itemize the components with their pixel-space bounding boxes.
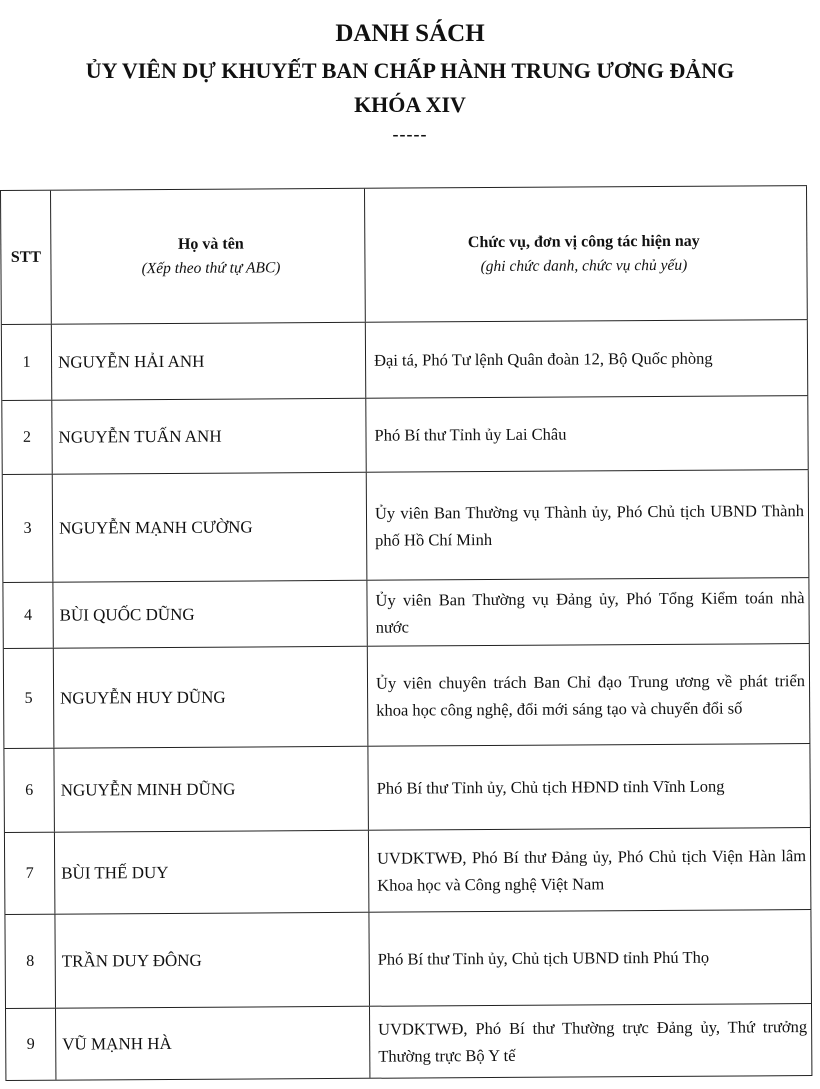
row-stt: 2 — [2, 401, 52, 474]
row-name: NGUYỄN TUẤN ANH — [52, 399, 366, 474]
row-position: Ủy viên Ban Thường vụ Đảng ủy, Phó Tổng Kiểm toán nhà nước — [367, 578, 809, 646]
column-header-name-label: Họ và tên — [177, 235, 244, 253]
table-row — [2, 396, 808, 475]
row-name: BÙI THẾ DUY — [55, 831, 369, 914]
row-name: VŨ MẠNH HÀ — [56, 1007, 370, 1080]
row-stt: 9 — [6, 1009, 56, 1080]
title-divider: ----- — [392, 124, 428, 144]
row-name: NGUYỄN HUY DŨNG — [54, 647, 369, 748]
column-header-name-note: (Xếp theo thứ tự ABC) — [141, 258, 281, 277]
table-row — [4, 644, 811, 749]
table-row — [3, 470, 810, 583]
column-header-position — [365, 186, 808, 322]
row-stt: 1 — [2, 325, 52, 400]
row-position: Ủy viên chuyên trách Ban Chỉ đạo Trung ương về phát triển khoa học công nghệ, đổi mới sáng tạo và chuyển đổi số — [368, 644, 811, 746]
row-stt: 3 — [3, 475, 54, 582]
row-position: Ủy viên Ban Thường vụ Thành ủy, Phó Chủ tịch UBND Thành phố Hồ Chí Minh — [367, 470, 810, 580]
row-name: NGUYỄN HẢI ANH — [52, 323, 366, 400]
column-header-position-label: Chức vụ, đơn vị công tác hiện nay — [467, 232, 700, 251]
row-stt: 7 — [5, 833, 55, 914]
document-subtitle: ỦY VIÊN DỰ KHUYẾT BAN CHẤP HÀNH TRUNG ƯƠNG ĐẢNG — [85, 58, 735, 83]
row-position: Phó Bí thư Tỉnh ủy Lai Châu — [366, 396, 808, 472]
column-header-stt: STT — [1, 191, 52, 324]
table-row — [4, 744, 810, 833]
row-position: Đại tá, Phó Tư lệnh Quân đoàn 12, Bộ Quốc phòng — [366, 320, 808, 398]
row-position: Phó Bí thư Tỉnh ủy, Chủ tịch UBND tỉnh Phú Thọ — [369, 910, 812, 1006]
row-name: TRẦN DUY ĐÔNG — [55, 913, 370, 1008]
column-header-name — [51, 189, 366, 324]
column-header-position-note: (ghi chức danh, chức vụ chủ yếu) — [480, 256, 688, 275]
table-row — [5, 828, 811, 915]
row-position: UVDKTWĐ, Phó Bí thư Đảng ủy, Phó Chủ tịch Viện Hàn lâm Khoa học và Công nghệ Việt Nam — [369, 828, 811, 912]
row-name: NGUYỄN MẠNH CƯỜNG — [53, 473, 368, 582]
row-stt: 5 — [4, 649, 55, 748]
row-position: UVDKTWĐ, Phó Bí thư Thường trực Đảng ủy, Thứ trưởng Thường trực Bộ Y tế — [370, 1004, 812, 1078]
member-table — [0, 185, 812, 1081]
row-position: Phó Bí thư Tỉnh ủy, Chủ tịch HĐND tỉnh Vĩnh Long — [368, 744, 810, 830]
document-title: DANH SÁCH — [335, 20, 485, 47]
document-term: KHÓA XIV — [354, 92, 466, 117]
row-stt: 4 — [3, 583, 53, 648]
row-name: BÙI QUỐC DŨNG — [53, 581, 367, 648]
row-stt: 6 — [4, 749, 55, 832]
row-stt: 8 — [5, 915, 56, 1008]
table-row — [2, 320, 808, 401]
document-header — [0, 14, 820, 146]
table-header-row — [1, 186, 808, 325]
table-row — [5, 910, 812, 1009]
table-row — [3, 578, 809, 649]
table-row — [6, 1004, 812, 1081]
row-name: NGUYỄN MINH DŨNG — [54, 747, 369, 832]
